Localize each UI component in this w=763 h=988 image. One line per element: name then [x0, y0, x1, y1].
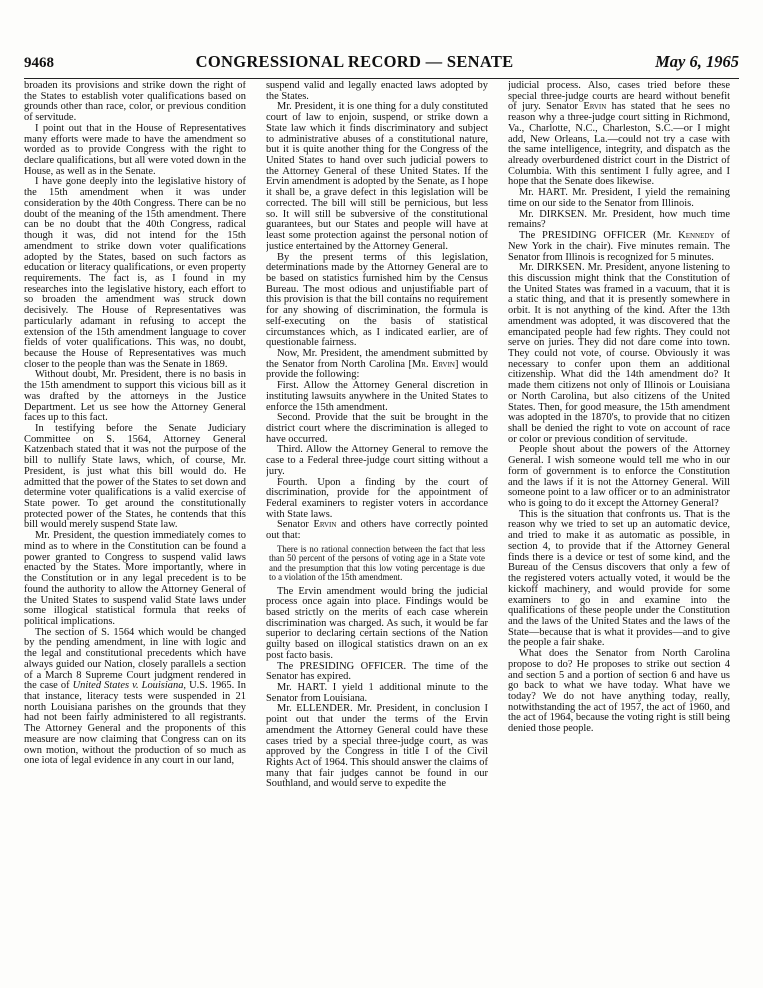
text-run: Mr. HART. Mr. President, I yield the remaining time on our side to the Senator from Illinois. [508, 187, 730, 209]
text-run: broaden its provisions and strike down the right of the States to establish voter qualifications based on grounds other than race, color, or previous condition of servitude. [24, 81, 246, 124]
text-run: The Ervin amendment would bring the judicial process once again into place. Findings would be based strictly on the merits of each case wherein discrimination was charged. As such, it would be far superior to declaring certain sections of the Nation guilty based on illogical statistics drawn on an ex post facto basis. [266, 585, 488, 661]
text-run: Mr. DIRKSEN. Mr. President, how much time remains? [508, 208, 730, 231]
paragraph [266, 413, 488, 445]
text-run: First. Allow the Attorney General discretion in instituting lawsuits anywhere in the United States to enforce the 15th amendment. [266, 380, 488, 413]
text-run: of New York in the chair). Five minutes remain. The Senator from Illinois is recognized for 5 minutes. [508, 230, 730, 263]
text-run: ] would provide the following: [266, 358, 488, 381]
text-run: This is the situation that confronts us. That is the reason why we tried to set up an automatic device, and tried to make it as automatic as possible, in section 4, to provide that if the Attorney General finds there is a device or test of some kind, and the Bureau of the Census discovers that only a few of the registered voters actually voted, it would be the kickoff machinery, and would provide for some examiners to go in and examine into the qualifications of these people under the Constitution and the laws of the United States and the laws of the State—because that is what it provides—and to give the people a fair shake. [508, 508, 730, 649]
text-run: Ervin [313, 519, 337, 531]
paragraph [24, 531, 246, 627]
page-number: 9468 [24, 55, 54, 71]
text-run: What does the Senator from North Carolina propose to do? He proposes to strike out section 4 and section 5 and a portion of section 6 and have us go back to what we have today. What have we today? We do not have anything today, really, notwithstanding the act of 1957, the act of 1960, and the act of 1964, because the voting right is still being denied those people. [508, 648, 730, 735]
paragraph [266, 478, 488, 521]
text-run: Ervin [583, 101, 607, 113]
text-run: Mr. HART. I yield 1 additional minute to the Senator from Louisiana. [266, 682, 488, 704]
paragraph [266, 445, 488, 477]
text-run: suspend valid and legally enacted laws adopted by the States. [266, 81, 488, 102]
page-date: May 6, 1965 [655, 52, 739, 71]
text-run: The PRESIDING OFFICER (Mr. [519, 230, 679, 242]
text-run: People shout about the powers of the Attorney General. I wish someone would tell me who in our form of government is to enforce the Constitution and the laws if it is not the Attorney General. Will someone point to a law officer or to an administrator who is going to do it except the Attorney General? [508, 444, 730, 510]
header-rule [24, 78, 739, 79]
text-run: and others have correctly pointed out that: [266, 519, 488, 542]
text-run: Senator [277, 519, 314, 531]
paragraph [24, 628, 246, 767]
text-run: The section of S. 1564 which would be changed by the pending amendment, in line with logic and the legal and constitutional precedents which have always guided our Nation, closely parallels a section of a March 8 Supreme Court judgment rendered in the case of [24, 626, 246, 692]
paragraph [266, 704, 488, 790]
page-header [24, 52, 739, 74]
paragraph [508, 231, 730, 263]
text-run: Mr. ELLENDER. Mr. President, in conclusion I point out that under the terms of the Ervin amendment the Attorney General could have these cases tried by a special three-judge court, as was approved by the Congress in title I of the Civil Rights Act of 1964. This should answer the claims of many that fair judges cannot be found in our Southland, and would serve to expedite the [266, 703, 488, 790]
paragraph [266, 253, 488, 349]
paragraph [266, 545, 488, 583]
text-run: I point out that in the House of Representatives many efforts were made to have the amendment so worded as to provide Congress with the right to declare qualifications, but all were voted down in the House, as well as in the Senate. [24, 122, 246, 177]
text-run: The PRESIDING OFFICER. The time of the Senator has expired. [266, 660, 488, 683]
paragraph [266, 102, 488, 252]
text-run: has stated that he sees no reason why a three-judge court sitting in Richmond, Va., Charlotte, N.C., Charleston, S.C.—or I might add, New Orleans, La.—could not try a case with the same intelligence, integrity, and dispatch as the already overburdened district court in the District of Columbia. With this sentiment I fully agree, and I hope that the Senate does likewise. [508, 101, 730, 188]
page-title: CONGRESSIONAL RECORD — SENATE [195, 52, 514, 71]
paragraph [24, 424, 246, 531]
paragraph [508, 649, 730, 735]
text-run: By the present terms of this legislation, determinations made by the Attorney General are to be based on statistics furnished him by the Census Bureau. The most odious and unjustifiable part of this provision is that the bill contains no requirement for any showing of discrimination, the formula is self-executing on the basis of statistical circumstances which, as I indicated earlier, are of questionable fairness. [266, 251, 488, 349]
paragraph [508, 445, 730, 509]
paragraph [508, 510, 730, 649]
paragraph [24, 81, 246, 124]
text-run: U.S. 1965. In that instance, literacy tests were suspended in 21 north Louisiana parishes on the grounds that they had not been fairly administered to all registrants. The Attorney General and the proponents of this measure are now claiming that Congress can on its own motion, without the production of so much as one iota of legal evidence in any court in our land, [24, 680, 246, 767]
column-right [508, 81, 730, 981]
paragraph [24, 370, 246, 424]
column-left [24, 81, 246, 981]
paragraph [266, 520, 488, 541]
paragraph [508, 81, 730, 188]
text-run: Mr. DIRKSEN. Mr. President, anyone listening to this discussion might think that the Constitution of the United States was framed in a vacuum, that it is a static thing, and that it is presently somewhere in orbit. It is not anything of the kind. After the 13th amendment was adopted, it was discovered that the emancipated people had few rights. They could not serve on juries. They did not dare come into town. They could not vote, of course. Obviously it was necessary to confer upon them an additional citizenship. What did the 14th amendment do? It made them citizens not only of Illinois or Louisiana or North Carolina, but also citizens of the United States. Then, for good measure, the 15th amendment was adopted in the 1870's, to provide that no citizen shall be denied the right to vote on account of race or color or previous condition of servitude. [508, 262, 730, 445]
text-run: Mr. Ervin [412, 358, 455, 370]
text-run: Mr. President, it is one thing for a duly constituted court of law to enjoin, suspend, or strike down a State law which it finds discriminatory and subject to administrative abuses of a constitutional nature, but it is quite another thing for the Congress of the United States to hand over such judicial powers to the Attorney General of these United States. If the Ervin amendment is adopted by the Senate, as I hope it shall be, a grave defect in this legislation will be corrected. The bill will still be pernicious, but less so. It will still be subversive of the constitutional guarantees, but our States and people will have at least some protection against the personal notion of justice entertained by the Attorney General. [266, 101, 488, 252]
column-middle [266, 81, 488, 981]
text-run: I have gone deeply into the legislative history of the 15th amendment when it was under consideration by the 40th Congress. There can be no doubt of the meaning of the 15th amendment. There can be no doubt that the 40th Congress, radical though it was, did not intend for the 15th amendment to strike down voter qualifications adopted by the States, based on such factors as education or literacy qualifications, or even property requirements. The fact is, as I found in my researches into the legislative history, each effort to so broaden the amendment was struck down decisively. The House of Representatives was particularly adamant in refusing to accept the extension of the 15th amendment language to cover fields of voter qualifications. This was, no doubt, because the House of Representatives was much closer to the people than was the Senate in 1869. [24, 176, 246, 370]
text-run: judicial process. Also, cases tried before these special three-judge courts are heard without benefit of jury. Senator [508, 81, 730, 113]
paragraph [266, 381, 488, 413]
paragraph [266, 662, 488, 683]
text-run: Without doubt, Mr. President, there is no basis in the 15th amendment to support this vicious bill as it was drafted by the attorneys in the Justice Department. Let us see how the Attorney General faces up to this fact. [24, 369, 246, 424]
text-run: Second. Provide that the suit be brought in the district court where the discrimination is alleged to have occurred. [266, 412, 488, 445]
paragraph [266, 81, 488, 102]
text-run: Mr. President, the question immediately comes to mind as to where in the Constitution can be found a power granted to Congress to suspend valid laws enacted by the States. More importantly, where in the Constitution or in any legal precedent is to be found the authority to allow the Attorney General of the United States to suspend valid State laws under some illogical statistical formula that reeks of political implications. [24, 530, 246, 627]
paragraph [24, 124, 246, 178]
paragraph [508, 210, 730, 231]
text-run: United States v. Louisiana, [72, 680, 187, 692]
paragraph [508, 188, 730, 209]
text-run: Third. Allow the Attorney General to remove the case to a Federal three-judge court sitting without a jury. [266, 444, 488, 477]
text-run: Fourth. Upon a finding by the court of discrimination, provide for the appointment of Federal examiners to register voters in accordance with State laws. [266, 476, 488, 520]
text-run: Kennedy [678, 230, 715, 242]
paragraph [508, 263, 730, 445]
paragraph [266, 683, 488, 704]
text-run: In testifying before the Senate Judiciary Committee on S. 1564, Attorney General Katzenbach stated that it was not the purpose of the bill to nullify State laws, which, of course, Mr. President, is just what this bill would do. He admitted that the power of the States to set down and determine voter qualifications is a valid exercise of State power. To get around the constitutionally protected power of the States, he contends that this bill would merely suspend State law. [24, 423, 246, 531]
text-run: There is no rational connection between the fact that less than 50 percent of the persons of voting age in a State vote and the presumption that this low voting percentage is due to a violation of the 15th amendment. [269, 543, 485, 583]
paragraph [266, 587, 488, 662]
paragraph [24, 177, 246, 370]
text-run: Now, Mr. President, the amendment submitted by the Senator from North Carolina [ [266, 347, 488, 370]
paragraph [266, 349, 488, 381]
